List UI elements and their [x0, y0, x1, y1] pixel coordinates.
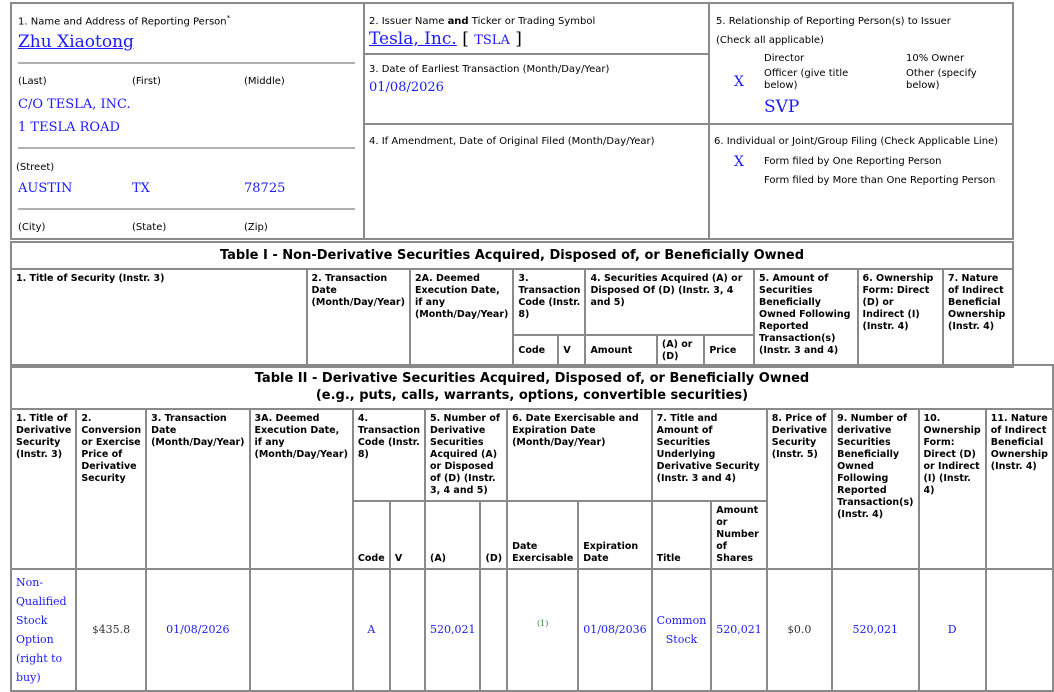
reporting-person-label: 1. Name and Address of Reporting Person*	[18, 14, 231, 28]
row-disposed	[480, 569, 507, 691]
t2-header-nature: 11. Nature of Indirect Beneficial Ownership (Instr. 4)	[986, 409, 1053, 569]
state-label: (State)	[132, 222, 167, 233]
divider	[18, 208, 355, 210]
row-date-exercisable	[507, 569, 578, 691]
table-2	[10, 364, 1048, 692]
divider	[18, 147, 355, 149]
t2-header-number: 5. Number of Derivative Securities Acquired (A) or Disposed of (D) (Instr. 3, 4 and 5)	[425, 409, 507, 501]
street-label: (Street)	[16, 162, 55, 173]
ten-pct-owner-label: 10% Owner	[906, 53, 965, 64]
relationship-label: 5. Relationship of Reporting Person(s) to Issuer	[716, 16, 951, 27]
t1-sub-a-or-d: (A) or (D)	[657, 335, 704, 367]
bracket-close: ]	[515, 29, 522, 49]
t1-header-amount-owned: 5. Amount of Securities Beneficially Owned Following Reported Transaction(s) (Instr. 3 and 4)	[754, 269, 858, 367]
t2-sub-date-exercisable: Date Exercisable	[507, 501, 578, 569]
footnote-link[interactable]: (1)	[536, 619, 549, 628]
t2-header-deemed-date: 3A. Deemed Execution Date, if any (Month/Day/Year)	[250, 409, 353, 569]
check-all-label: (Check all applicable)	[716, 35, 824, 46]
t1-sub-code: Code	[513, 335, 558, 367]
t1-header-title: 1. Title of Security (Instr. 3)	[11, 269, 307, 367]
t1-header-acquired: 4. Securities Acquired (A) or Disposed Of (D) (Instr. 3, 4 and 5)	[585, 269, 754, 335]
t2-header-transaction-date: 3. Transaction Date (Month/Day/Year)	[146, 409, 249, 569]
t2-sub-a: (A)	[425, 501, 481, 569]
issuer-column	[365, 4, 710, 238]
t2-sub-expiration-date: Expiration Date	[578, 501, 651, 569]
issuer-name-link[interactable]: Tesla, Inc.	[369, 29, 457, 49]
divider	[18, 62, 355, 64]
t2-header-code: 4. Transaction Code (Instr. 8)	[353, 409, 425, 501]
t2-header-title: 1. Title of Derivative Security (Instr. 3)	[11, 409, 76, 569]
t1-header-deemed: 2A. Deemed Execution Date, if any (Month/Day/Year)	[410, 269, 513, 367]
row-underlying-amount: 520,021	[711, 569, 767, 691]
one-person-check-mark: X	[734, 154, 744, 170]
t2-sub-code: Code	[353, 501, 390, 569]
amendment-label: 4. If Amendment, Date of Original Filed (Month/Day/Year)	[369, 136, 655, 147]
form-header	[10, 2, 1014, 240]
t2-header-conversion-price: 2. Conversion or Exercise Price of Derivative Security	[76, 409, 146, 569]
city-label: (City)	[18, 222, 46, 233]
row-acquired: 520,021	[425, 569, 481, 691]
city-value: AUSTIN	[18, 181, 73, 196]
t1-sub-amount: Amount	[585, 335, 656, 367]
last-label: (Last)	[18, 76, 47, 87]
row-expiration-date: 01/08/2036	[578, 569, 651, 691]
zip-value: 78725	[244, 181, 286, 196]
bracket-open: [	[462, 29, 469, 49]
director-label: Director	[764, 53, 805, 64]
row-conversion-price: $435.8	[76, 569, 146, 691]
state-value: TX	[132, 181, 150, 196]
t1-sub-price: Price	[704, 335, 754, 367]
t1-sub-v: V	[558, 335, 585, 367]
divider	[365, 53, 708, 55]
earliest-transaction-date: 01/08/2026	[369, 80, 444, 95]
reporting-person-name-link[interactable]: Zhu Xiaotong	[18, 32, 134, 52]
earliest-transaction-label: 3. Date of Earliest Transaction (Month/Day/Year)	[369, 64, 610, 75]
address-line2: 1 TESLA ROAD	[18, 120, 120, 135]
table2-subtitle: (e.g., puts, calls, warrants, options, convertible securities)	[315, 388, 749, 403]
divider	[710, 123, 1012, 125]
table2-title	[11, 365, 1053, 409]
table2-title-text: Table II - Derivative Securities Acquired, Disposed of, or Beneficially Owned	[254, 371, 810, 386]
row-code: A	[353, 569, 390, 691]
issuer-label: 2. Issuer Name and Ticker or Trading Symbol	[369, 16, 596, 27]
t2-header-owned-following: 9. Number of derivative Securities Beneficially Owned Following Reported Transaction(s) (Instr. 4)	[832, 409, 918, 569]
row-deriv-price: $0.0	[767, 569, 832, 691]
divider	[365, 123, 708, 125]
zip-label: (Zip)	[244, 222, 268, 233]
t2-header-deriv-price: 8. Price of Derivative Security (Instr. 5)	[767, 409, 832, 569]
officer-check-mark: X	[734, 74, 744, 90]
row-title: Non-Qualified Stock Option (right to buy)	[11, 569, 76, 691]
row-transaction-date: 01/08/2026	[146, 569, 249, 691]
table-row	[11, 569, 1053, 691]
t2-sub-title: Title	[652, 501, 712, 569]
table1-title: Table I - Non-Derivative Securities Acquired, Disposed of, or Beneficially Owned	[11, 242, 1013, 269]
t2-sub-v: V	[390, 501, 425, 569]
row-deemed-date	[250, 569, 353, 691]
more-persons-label: Form filed by More than One Reporting Person	[764, 175, 996, 186]
ticker-symbol: TSLA	[474, 33, 510, 48]
relationship-column	[710, 4, 1012, 238]
row-ownership-form: D	[919, 569, 986, 691]
first-label: (First)	[132, 76, 161, 87]
row-v	[390, 569, 425, 691]
one-person-label: Form filed by One Reporting Person	[764, 156, 942, 167]
officer-label: Officer (give title below)	[764, 68, 849, 91]
row-underlying-title: Common Stock	[652, 569, 712, 691]
t2-header-ownership-form: 10. Ownership Form: Direct (D) or Indirect (I) (Instr. 4)	[919, 409, 986, 569]
row-owned-following: 520,021	[832, 569, 918, 691]
middle-label: (Middle)	[244, 76, 285, 87]
t2-header-exercisable: 6. Date Exercisable and Expiration Date (Month/Day/Year)	[507, 409, 652, 501]
address-line1: C/O TESLA, INC.	[18, 97, 131, 112]
table-1	[10, 241, 1014, 368]
t1-header-date: 2. Transaction Date (Month/Day/Year)	[307, 269, 410, 367]
row-nature	[986, 569, 1053, 691]
t2-header-underlying: 7. Title and Amount of Securities Underlying Derivative Security (Instr. 3 and 4)	[652, 409, 767, 501]
t1-header-nature: 7. Nature of Indirect Beneficial Ownership (Instr. 4)	[943, 269, 1013, 367]
t1-header-code: 3. Transaction Code (Instr. 8)	[513, 269, 585, 335]
t2-sub-d: (D)	[480, 501, 507, 569]
t1-header-ownership-form: 6. Ownership Form: Direct (D) or Indirect (I) (Instr. 4)	[858, 269, 944, 367]
officer-title: SVP	[764, 97, 800, 117]
issuer-line	[369, 29, 522, 49]
filing-type-label: 6. Individual or Joint/Group Filing (Check Applicable Line)	[714, 136, 999, 147]
reporting-person-box	[12, 4, 365, 238]
t2-sub-amount: Amount or Number of Shares	[711, 501, 767, 569]
other-label: Other (specify below)	[906, 68, 977, 91]
